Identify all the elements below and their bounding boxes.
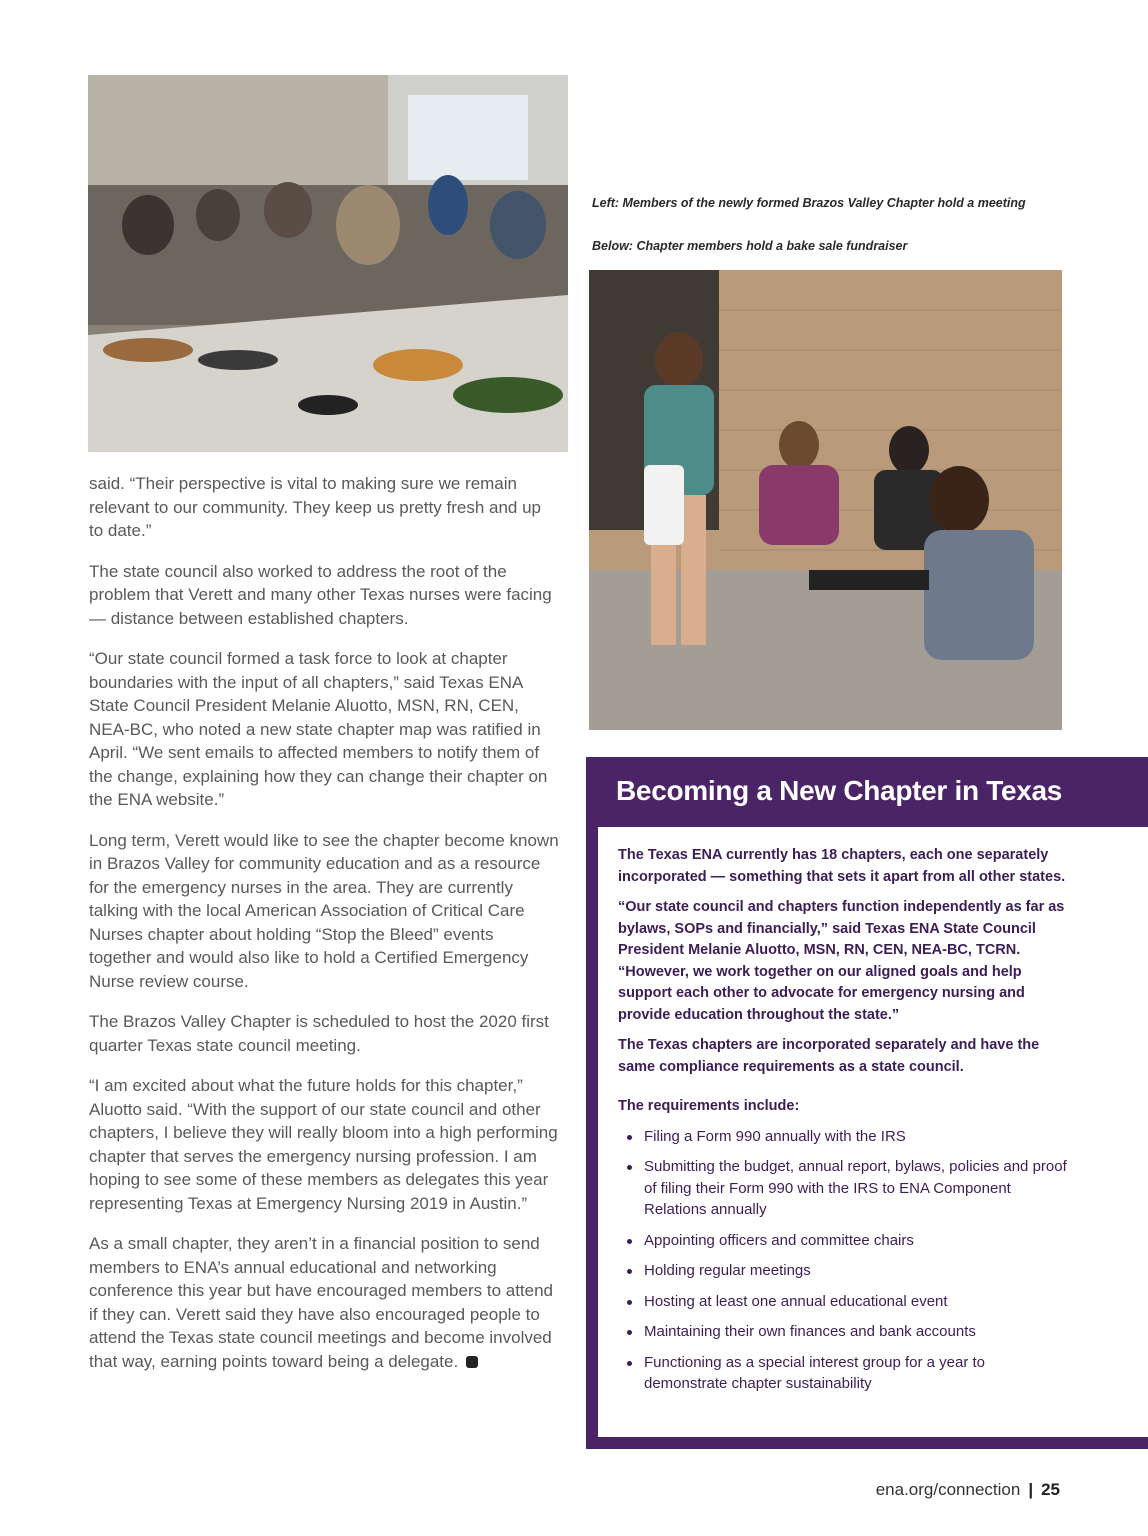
requirements-intro: The requirements include: <box>618 1098 800 1114</box>
article-body <box>89 472 559 1390</box>
bullet-icon <box>627 1330 632 1335</box>
requirement-item <box>618 1352 1068 1395</box>
sidebar-paragraph: The Texas chapters are incorporated separately and have the same compliance requirements as a state council. <box>618 1037 1040 1075</box>
article-paragraph: “I am excited about what the future holds for this chapter,” Aluotto said. “With the support of our state council and other chapters, I believe they will really bloom into a high performing chapter that serves the emergency nursing profession. I am hoping to see some of these members as delegates this year representing Texas at Emergency Nursing 2019 in Austin.” <box>89 1076 558 1213</box>
bullet-icon <box>627 1269 632 1274</box>
article-paragraph: The state council also worked to address the root of the problem that Verett and many other Texas nurses were facing — distance between established chapters. <box>89 561 552 628</box>
requirement-item <box>618 1156 1068 1221</box>
sidebar-paragraph: The Texas ENA currently has 18 chapters, each one separately incorporated — something that sets it apart from all other states. <box>618 847 1066 885</box>
bullet-icon <box>627 1300 632 1305</box>
page-number: 25 <box>1041 1480 1060 1499</box>
sidebar-body <box>598 827 1148 1437</box>
bullet-icon <box>627 1239 632 1244</box>
requirement-text: Appointing officers and committee chairs <box>644 1231 914 1249</box>
requirement-text: Filing a Form 990 annually with the IRS <box>644 1127 906 1145</box>
bullet-icon <box>627 1135 632 1140</box>
requirement-item <box>618 1230 1068 1252</box>
sidebar-paragraph: “Our state council and chapters function independently as far as bylaws, SOPs and financially,” said Texas ENA State Council President Melanie Aluotto, MSN, RN, CEN, NEA-BC, TCRN. “However, we work together on our aligned goals and help support each other to advocate for emergency nursing and provide education throughout the state.” <box>618 899 1065 1023</box>
requirement-item <box>618 1260 1068 1282</box>
requirement-text: Hosting at least one annual educational event <box>644 1292 948 1310</box>
requirement-text: Submitting the budget, annual report, bylaws, policies and proof of filing their Form 990 with the IRS to ENA Component Relations annually <box>644 1158 1067 1218</box>
requirement-text: Holding regular meetings <box>644 1262 811 1279</box>
caption-bake-sale: Below: Chapter members hold a bake sale fundraiser <box>592 239 908 253</box>
sidebar-title: Becoming a New Chapter in Texas <box>616 775 1063 806</box>
requirement-text: Maintaining their own finances and bank accounts <box>644 1323 976 1340</box>
footer-separator: | <box>1028 1480 1034 1499</box>
page-footer <box>876 1480 1060 1500</box>
caption-meeting: Left: Members of the newly formed Brazos Valley Chapter hold a meeting <box>592 196 1026 210</box>
requirement-item <box>618 1291 1068 1313</box>
footer-site-link[interactable]: ena.org/connection <box>875 1480 1021 1499</box>
article-paragraph: “Our state council formed a task force to look at chapter boundaries with the input of all chapters,” said Texas ENA State Council President Melanie Aluotto, MSN, RN, CEN, NEA-BC, who noted a new state chapter map was ratified in April. “We sent emails to affected members to notify them of the change, explaining how they can change their chapter on the ENA website.” <box>89 649 548 809</box>
requirement-text: Functioning as a special interest group for a year to demonstrate chapter sustainability <box>644 1353 986 1392</box>
requirement-item <box>618 1126 1068 1148</box>
requirement-item <box>618 1321 1068 1343</box>
article-paragraph: said. “Their perspective is vital to making sure we remain relevant to our community. They keep us pretty fresh and up to date.” <box>89 474 541 540</box>
end-of-article-icon <box>466 1356 478 1368</box>
requirements-list <box>618 1126 1068 1395</box>
bullet-icon <box>627 1361 632 1366</box>
article-paragraph: The Brazos Valley Chapter is scheduled to host the 2020 first quarter Texas state council meeting. <box>89 1012 549 1055</box>
bullet-icon <box>627 1165 632 1170</box>
article-paragraph-text: As a small chapter, they aren’t in a financial position to send members to ENA’s annual educational and networking conference this year but have encouraged members to attend if they can. Verett said they have also encouraged people to attend the Texas state council meetings and become involved that way, earning points toward being a delegate. <box>89 1234 554 1371</box>
bake-sale-photo <box>589 270 1062 730</box>
meeting-photo <box>88 75 568 452</box>
article-paragraph: Long term, Verett would like to see the chapter become known in Brazos Valley for community education and as a resource for the emergency nurses in the area. They are currently talking with the local American Association of Critical Care Nurses chapter about holding “Stop the Bleed” events together and would also like to hold a Certified Emergency Nurse review course. <box>89 830 559 991</box>
article-last-paragraph <box>89 1232 559 1373</box>
